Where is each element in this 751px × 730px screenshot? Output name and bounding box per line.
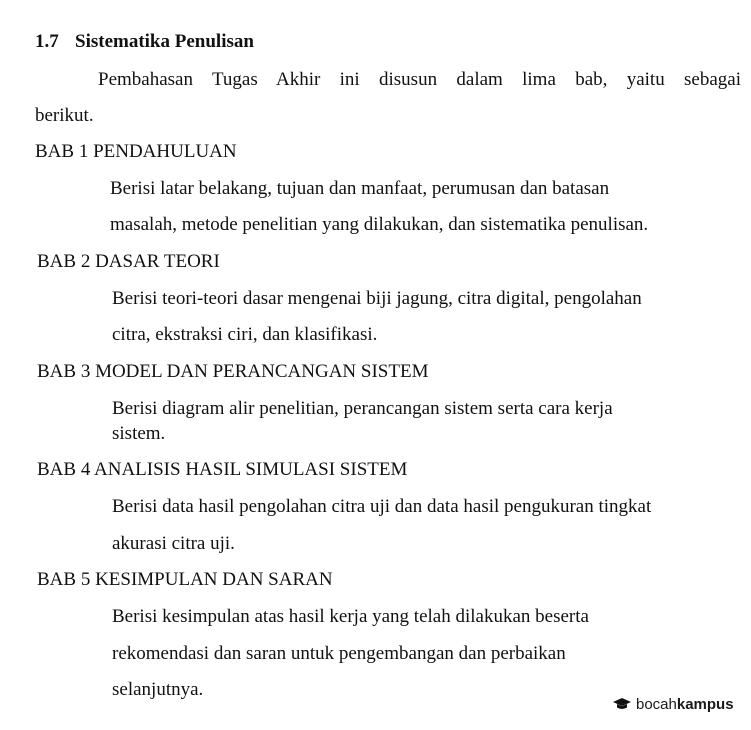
chapter-1-heading: BAB 1 PENDAHULUAN bbox=[35, 141, 237, 162]
chapter-2-heading: BAB 2 DASAR TEORI bbox=[37, 251, 220, 272]
intro-line-1-text: Pembahasan Tugas Akhir ini disusun dalam lima bab, yaitu sebagai bbox=[98, 69, 741, 90]
chapter-2-desc-line-1: Berisi teori-teori dasar mengenai biji jagung, citra digital, pengolahan bbox=[112, 288, 642, 309]
chapter-4-heading: BAB 4 ANALISIS HASIL SIMULASI SISTEM bbox=[37, 459, 408, 480]
chapter-5-desc-line-2: rekomendasi dan saran untuk pengembangan dan perbaikan bbox=[112, 643, 566, 664]
chapter-3-desc-line-1: Berisi diagram alir penelitian, perancangan sistem serta cara kerja bbox=[112, 398, 613, 419]
chapter-4-desc-line-1: Berisi data hasil pengolahan citra uji dan data hasil pengukuran tingkat bbox=[112, 496, 652, 517]
chapter-3-heading: BAB 3 MODEL DAN PERANCANGAN SISTEM bbox=[37, 361, 429, 382]
watermark-light: bocah bbox=[636, 695, 677, 713]
section-title: Sistematika Penulisan bbox=[75, 31, 254, 52]
watermark-bold: kampus bbox=[676, 695, 734, 713]
intro-line-1 bbox=[98, 69, 741, 91]
chapter-4-desc-line-2: akurasi citra uji. bbox=[112, 533, 235, 554]
chapter-1-desc-line-1: Berisi latar belakang, tujuan dan manfaat, perumusan dan batasan bbox=[110, 178, 610, 199]
chapter-2-desc-line-2: citra, ekstraksi ciri, dan klasifikasi. bbox=[112, 324, 378, 345]
chapter-5-desc-line-3: selanjutnya. bbox=[112, 679, 204, 700]
section-heading bbox=[35, 31, 254, 53]
chapter-3-desc-line-2: sistem. bbox=[112, 423, 166, 444]
chapter-5-heading: BAB 5 KESIMPULAN DAN SARAN bbox=[37, 569, 333, 590]
section-number: 1.7 bbox=[35, 31, 59, 52]
intro-line-2: berikut. bbox=[35, 105, 94, 126]
bocahkampus-watermark bbox=[612, 693, 734, 715]
chapter-5-desc-line-1: Berisi kesimpulan atas hasil kerja yang telah dilakukan beserta bbox=[112, 606, 589, 627]
graduation-cap-icon bbox=[612, 697, 632, 711]
chapter-1-desc-line-2: masalah, metode penelitian yang dilakukan, dan sistematika penulisan. bbox=[110, 214, 649, 235]
